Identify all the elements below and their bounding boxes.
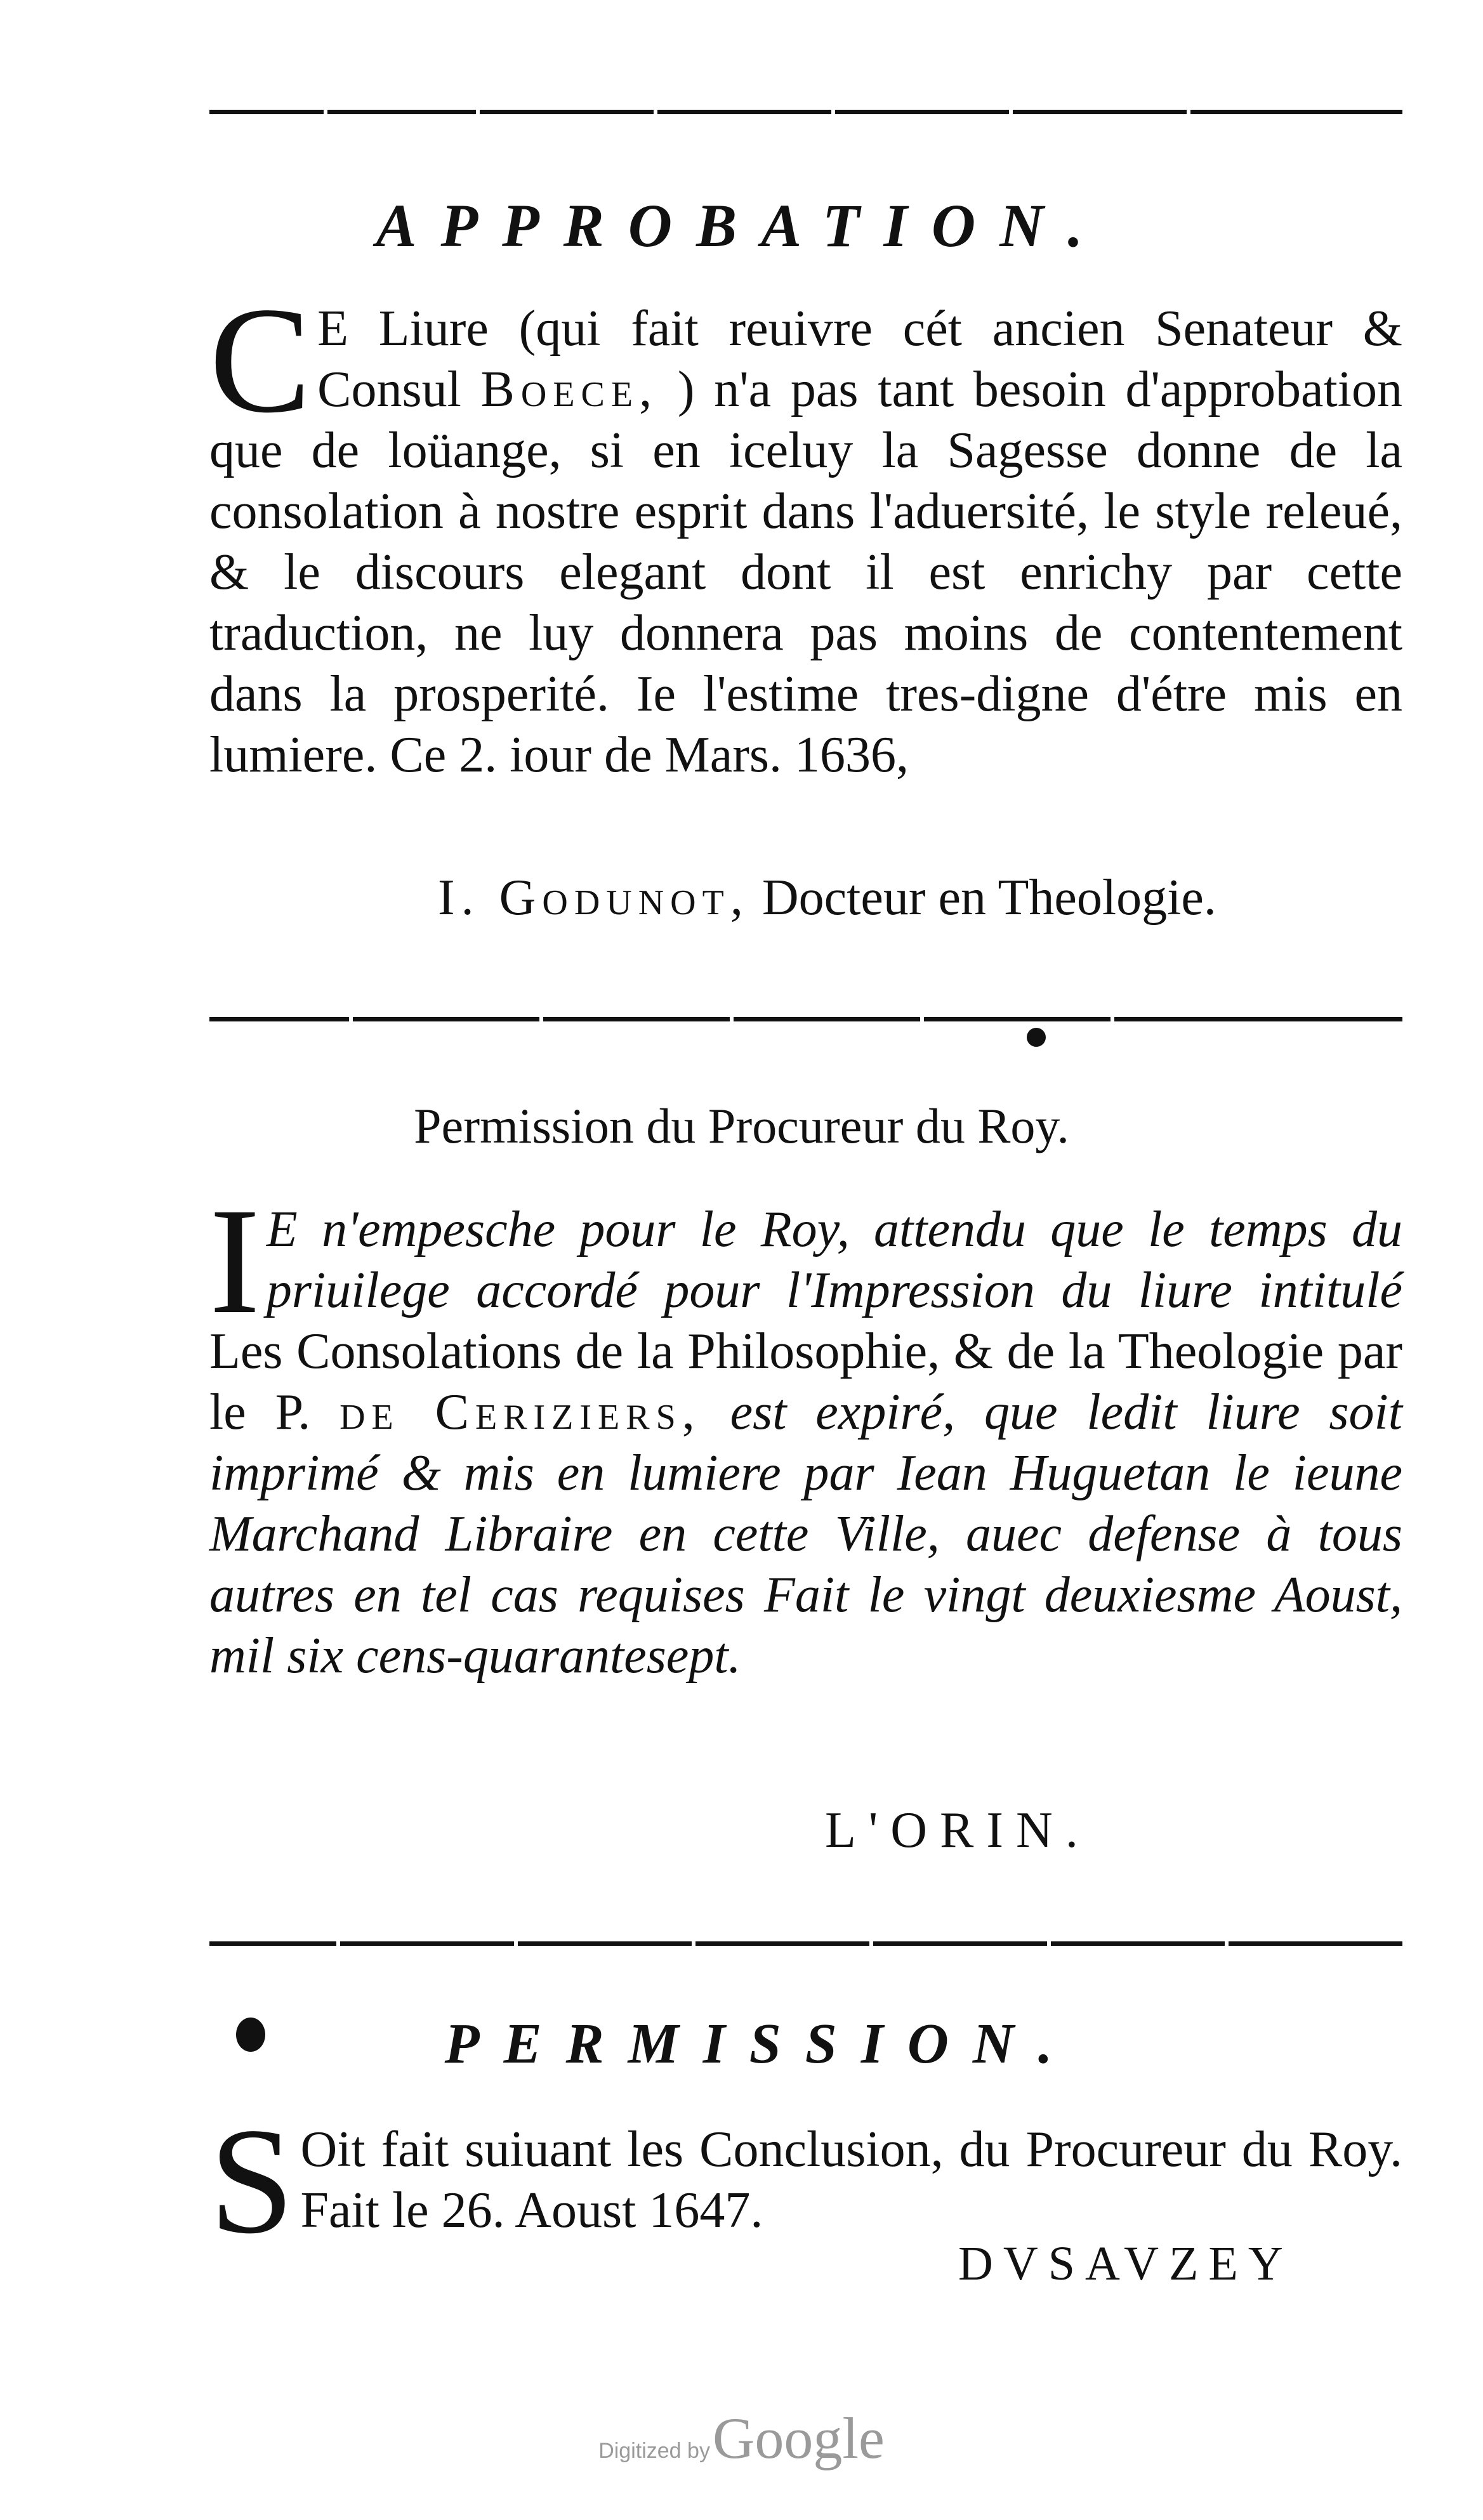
approbation-text-end: ) n'a pas tant besoin d'approbation que de loüange, si en iceluy la Sagesse donne de la consolation à nostre esprit dans l'aduersité, le style releué, & le discours elegant dont il est enrichy par cette traduction, ne luy donnera pas moins de contentement dans la prosperité. Ie l'estime tres-digne d'étre mis en lumiere. Ce 2. iour de Mars. 1636, xyxy=(209,362,1403,783)
approbation-text-start: E Liure (qui fait reuivre cét ancien Senateur & Consul xyxy=(317,301,1402,417)
watermark-brand: Google xyxy=(712,2406,885,2471)
procureur-dropcap: I xyxy=(209,1176,260,1345)
procureur-author: de Ceriziers, xyxy=(339,1384,701,1440)
procureur-signature: L'ORIN. xyxy=(825,1802,1091,1858)
approbation-signature-name: I. Godunot, xyxy=(438,870,749,926)
ornament-rule-top xyxy=(209,107,1402,117)
approbation-signature xyxy=(438,869,1216,927)
approbation-title: APPROBATION. xyxy=(376,192,1107,259)
procureur-title: Permission du Procureur du Roy. xyxy=(414,1098,1069,1153)
ornament-rule-lower xyxy=(209,1938,1402,1948)
permission-title: PERMISSION. xyxy=(444,2012,1077,2075)
ornament-rule-middle xyxy=(209,1014,1402,1024)
permission-text: Oit fait suiuant les Conclusion, du Procureur du Roy. Fait le 26. Aoust 1647. xyxy=(300,2122,1402,2238)
permission-signature: DVSAVZEY xyxy=(958,2237,1293,2290)
approbation-signature-title: Docteur en Theologie. xyxy=(761,870,1216,926)
procureur-text-italic-2: est expiré, que ledit liure soit imprimé & mis en lumiere par Iean Huguetan le ieune Marchand Libraire en cette Ville, auec defense à tous autres en tel cas requises Fait le vingt deuxiesme Aoust, mil six cens-quarantesept. xyxy=(209,1384,1403,1684)
permission-dropcap: S xyxy=(209,2096,294,2265)
approbation-name: Boece, xyxy=(480,362,659,417)
approbation-paragraph xyxy=(209,275,1403,785)
procureur-text-roman: Les Consolations de la Philosophie, & de la Theologie par le P. xyxy=(209,1323,1402,1440)
watermark-prefix: Digitized by xyxy=(598,2439,710,2463)
procureur-paragraph xyxy=(209,1176,1403,1686)
ink-blot xyxy=(1027,1028,1046,1047)
approbation-dropcap: C xyxy=(209,275,312,444)
procureur-text-italic-1: E n'empesche pour le Roy, attendu que le temps du priuilege accordé pour l'Impression du liure intitulé xyxy=(266,1202,1402,1318)
digitized-watermark xyxy=(0,2405,1483,2472)
